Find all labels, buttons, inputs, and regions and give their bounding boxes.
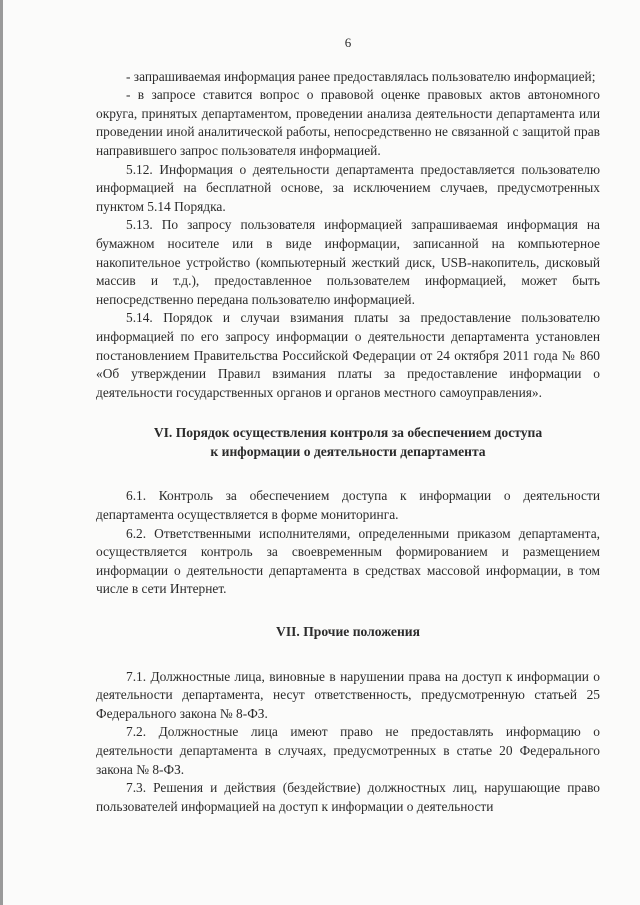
section-7-heading: VII. Прочие положения xyxy=(276,624,420,640)
paragraph-5-13: 5.13. По запросу пользователя информацией запрашиваемая информация на бумажном носителе или в виде информации, записанной на компьютерное накопительное устройство (компьютерный жесткий диск, USB-накопитель, дисковый массив и т.д.), предоставленное пользователем информацией, может быть непосредственно передана пользователю информацией. xyxy=(96,217,600,307)
section-6-heading xyxy=(96,424,600,461)
section-6-heading-line-1: VI. Порядок осуществления контроля за обеспечением доступа xyxy=(153,425,543,441)
page-number: 6 xyxy=(344,35,352,50)
paragraph-list-item-2: - в запросе ставится вопрос о правовой оценке правовых актов автономного округа, принятых департаментом, проведении анализа деятельности департамента или проведении иной аналитической работы, непосредственно не связанной с защитой прав направившего запрос пользователя информацией. xyxy=(96,87,600,158)
paragraph-5-12: 5.12. Информация о деятельности департамента предоставляется пользователю информацией на бесплатной основе, за исключением случаев, предусмотренных пунктом 5.14 Порядка. xyxy=(96,161,600,214)
paragraph-7-3: 7.3. Решения и действия (бездействие) должностных лиц, нарушающие право пользователей информацией на доступ к информации о деятельности xyxy=(96,780,600,814)
paragraph-7-1: 7.1. Должностные лица, виновные в нарушении права на доступ к информации о деятельности департамента, несут ответственность, предусмотренную статьей 25 Федерального закона № 8-ФЗ. xyxy=(96,668,600,721)
paragraph-6-2: 6.2. Ответственными исполнителями, определенными приказом департамента, осуществляется контроль за своевременным формированием и размещением информации о деятельности департамента в средствах массовой информации, в том числе в сети Интернет. xyxy=(96,525,600,597)
paragraph-6-1: 6.1. Контроль за обеспечением доступа к информации о деятельности департамента осуществляется в форме мониторинга. xyxy=(96,488,600,523)
page-content xyxy=(96,34,600,816)
paragraph-5-14: 5.14. Порядок и случаи взимания платы за предоставление пользователю информацией по его запросу информации о деятельности департамента установлен постановлением Правительства Российской Федерации от 24 октября 2011 года № 860 «Об утверждении Правил взимания платы за предоставление информации о деятельности государственных органов и органов местного самоуправления». xyxy=(96,310,600,400)
paragraph-list-item-1: - запрашиваемая информация ранее предоставлялась пользователю информацией; xyxy=(126,68,596,84)
paragraph-7-2: 7.2. Должностные лица имеют право не предоставлять информацию о деятельности департамента в случаях, предусмотренных в статье 20 Федерального закона № 8-ФЗ. xyxy=(96,724,600,777)
scan-edge-shadow xyxy=(0,0,3,905)
section-6-heading-line-2: к информации о деятельности департамента xyxy=(210,443,486,459)
